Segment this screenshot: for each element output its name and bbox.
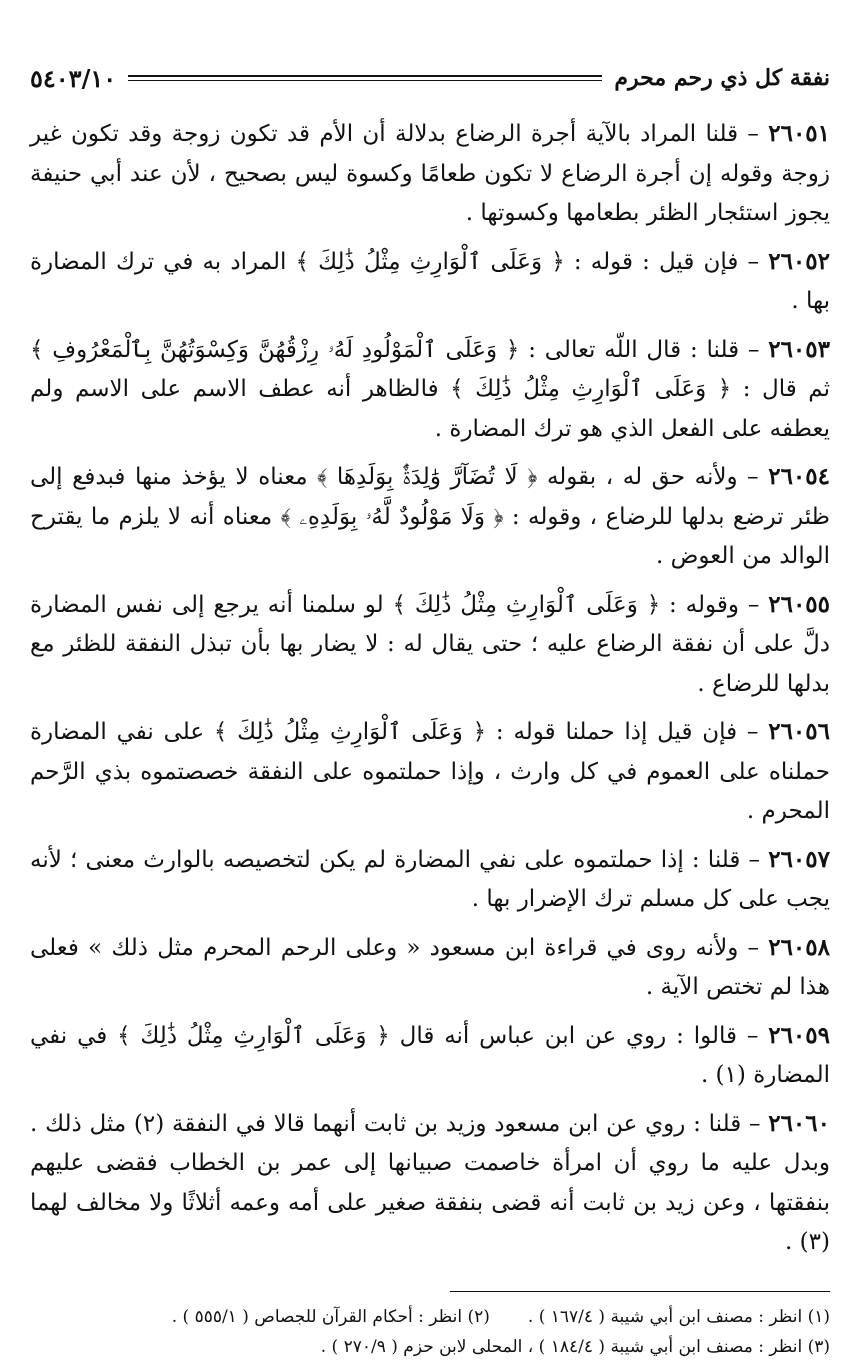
paragraph-text: وقوله : ﴿ وَعَلَى ٱلْوَارِثِ مِثْلُ ذَٰلِكَ ﴾ لو سلمنا أنه يرجع إلى نفس المضارة دلَّ على أن نفقة الرضاع عليه ؛ حتى يقال له : لا يضار بها بأن تبذل النفقة للظئر مع بدلها للرضاع . <box>30 591 830 697</box>
paragraph-text: قلنا : قال اللّه تعالى : ﴿ وَعَلَى ٱلْمَوْلُودِ لَهُۥ رِزْقُهُنَّ وَكِسْوَتُهُنَّ بِٱلْمَعْرُوفِ ﴾ ثم قال : ﴿ وَعَلَى ٱلْوَارِثِ مِثْلُ ذَٰلِكَ ﴾ فالظاهر أنه عطف الاسم على الاسم ولم يعطفه على الفعل الذي هو ترك المضارة . <box>30 336 830 442</box>
paragraph: ٢٦٠٥٤ – ولأنه حق له ، بقوله ﴿ لَا تُضَآرَّ وَٰلِدَةٌۢ بِوَلَدِهَا ﴾ معناه لا يؤخذ منها فبدفع إلى ظئر ترضع بدلها للرضاع ، وقوله : ﴿ وَلَا مَوْلُودٌ لَّهُۥ بِوَلَدِهِۦ ﴾ معناه أنه لا يلزم ما يقترح الوالد من العوض . <box>30 463 830 569</box>
paragraph-text: قلنا : روي عن ابن مسعود وزيد بن ثابت أنهما قالا في النفقة (٢) مثل ذلك . وبدل عليه ما روي أن امرأة خاصمت صبيانها إلى عمر بن الخطاب فقضى عليهم بنفقتها ، وعن زيد بن ثابت أنه قضى بنفقة صغير على أمه وعمه أثلاثًا ولا مخالف لهما (٣) . <box>30 1110 830 1255</box>
paragraph: ٢٦٠٥٦ – فإن قيل إذا حملنا قوله : ﴿ وَعَلَى ٱلْوَارِثِ مِثْلُ ذَٰلِكَ ﴾ على نفي المضارة حملناه على العموم في كل وارث ، وإذا حملتموه على النفقة خصصتموه بذي الرَّحم المحرم . <box>30 718 830 824</box>
paragraph-number: ٢٦٠٥٨ <box>768 933 830 961</box>
paragraph-number: ٢٦٠٥١ <box>768 120 831 147</box>
paragraph-number: ٢٦٠٥٤ <box>768 463 830 490</box>
paragraph: ٢٦٠٥٩ – قالوا : روي عن ابن عباس أنه قال ﴿ وَعَلَى ٱلْوَارِثِ مِثْلُ ذَٰلِكَ ﴾ في نفي المضارة (١) . <box>30 1021 830 1088</box>
chapter-title: نفقة كل ذي رحم محرم <box>614 65 830 91</box>
page-body <box>30 114 830 1263</box>
footnotes <box>30 1302 830 1362</box>
paragraph: ٢٦٠٥٧ – قلنا : إذا حملتموه على نفي المضارة لم يكن لتخصيصه بالوارث معنى ؛ لأنه يجب على كل مسلم ترك الإضرار بها . <box>30 845 830 912</box>
paragraph-number: ٢٦٠٥٧ <box>768 845 830 873</box>
paragraph-number: ٢٦٠٥٥ <box>768 590 831 618</box>
paragraph-number: ٢٦٠٦٠ <box>768 1109 830 1137</box>
paragraph: ٢٦٠٥٣ – قلنا : قال اللّه تعالى : ﴿ وَعَلَى ٱلْمَوْلُودِ لَهُۥ رِزْقُهُنَّ وَكِسْوَتُهُنَّ بِٱلْمَعْرُوفِ ﴾ ثم قال : ﴿ وَعَلَى ٱلْوَارِثِ مِثْلُ ذَٰلِكَ ﴾ فالظاهر أنه عطف الاسم على الاسم ولم يعطفه على الفعل الذي هو ترك المضارة . <box>30 335 830 442</box>
paragraph-number: ٢٦٠٥٦ <box>768 718 830 745</box>
footnote-line <box>30 1302 830 1332</box>
book-page <box>30 58 830 1362</box>
paragraph-number: ٢٦٠٥٣ <box>768 335 830 363</box>
paragraph: ٢٦٠٦٠ – قلنا : روي عن ابن مسعود وزيد بن ثابت أنهما قالا في النفقة (٢) مثل ذلك . وبدل عليه ما روي أن امرأة خاصمت صبيانها إلى عمر بن الخطاب فقضى عليهم بنفقتها ، وعن زيد بن ثابت أنه قضى بنفقة صغير على أمه وعمه أثلاثًا ولا مخالف لهما (٣) . <box>30 1109 830 1255</box>
paragraph-text: قلنا المراد بالآية أجرة الرضاع بدلالة أن الأم قد تكون زوجة وقد تكون غير زوجة وقوله إن أجرة الرضاع لا تكون طعامًا وكسوة ليس بصحيح ، لأن عند أبي حنيفة يجوز استئجار الظئر بطعامها وكسوتها . <box>30 121 830 226</box>
paragraph: ٢٦٠٥٥ – وقوله : ﴿ وَعَلَى ٱلْوَارِثِ مِثْلُ ذَٰلِكَ ﴾ لو سلمنا أنه يرجع إلى نفس المضارة دلَّ على أن نفقة الرضاع عليه ؛ حتى يقال له : لا يضار بها بأن تبذل النفقة للظئر مع بدلها للرضاع . <box>30 590 831 697</box>
paragraph: ٢٦٠٥٨ – ولأنه روى في قراءة ابن مسعود « وعلى الرحم المحرم مثل ذلك » فعلى هذا لم تختص الآية . <box>30 933 830 1000</box>
paragraph: ٢٦٠٥١ – قلنا المراد بالآية أجرة الرضاع بدلالة أن الأم قد تكون زوجة وقد تكون غير زوجة وقوله إن أجرة الرضاع لا تكون طعامًا وكسوة ليس بصحيح ، لأن عند أبي حنيفة يجوز استئجار الظئر بطعامها وكسوتها . <box>30 120 831 226</box>
page-number: ٥٤٠٣/١٠ <box>30 63 117 93</box>
footnote-1: (١) انظر : مصنف ابن أبي شيبة ( ١٦٧/٤ ) . <box>527 1306 830 1327</box>
footnote-line <box>30 1332 830 1362</box>
paragraph-text: قالوا : روي عن ابن عباس أنه قال ﴿ وَعَلَى ٱلْوَارِثِ مِثْلُ ذَٰلِكَ ﴾ في نفي المضارة (١) . <box>30 1022 830 1088</box>
paragraph-number: ٢٦٠٥٩ <box>768 1021 830 1049</box>
running-header <box>30 58 830 98</box>
paragraph-text: ولأنه حق له ، بقوله ﴿ لَا تُضَآرَّ وَٰلِدَةٌۢ بِوَلَدِهَا ﴾ معناه لا يؤخذ منها فبدفع إلى ظئر ترضع بدلها للرضاع ، وقوله : ﴿ وَلَا مَوْلُودٌ لَّهُۥ بِوَلَدِهِۦ ﴾ معناه أنه لا يلزم ما يقترح الوالد من العوض . <box>30 464 830 569</box>
header-rule <box>128 75 602 81</box>
footnote-3: (٣) انظر : مصنف ابن أبي شيبة ( ١٨٤/٤ ) ، المحلى لابن حزم ( ٢٧٠/٩ ) . <box>320 1336 830 1357</box>
paragraph-text: فإن قيل : قوله : ﴿ وَعَلَى ٱلْوَارِثِ مِثْلُ ذَٰلِكَ ﴾ المراد به في ترك المضارة بها . <box>30 248 830 314</box>
paragraph-text: ولأنه روى في قراءة ابن مسعود « وعلى الرحم المحرم مثل ذلك » فعلى هذا لم تختص الآية . <box>30 934 830 1000</box>
paragraph-text: قلنا : إذا حملتموه على نفي المضارة لم يكن لتخصيصه بالوارث معنى ؛ لأنه يجب على كل مسلم ترك الإضرار بها . <box>30 846 830 912</box>
footnote-2: (٢) انظر : أحكام القرآن للجصاص ( ٥٥٥/١ ) . <box>171 1306 490 1327</box>
paragraph-text: فإن قيل إذا حملنا قوله : ﴿ وَعَلَى ٱلْوَارِثِ مِثْلُ ذَٰلِكَ ﴾ على نفي المضارة حملناه على العموم في كل وارث ، وإذا حملتموه على النفقة خصصتموه بذي الرَّحم المحرم . <box>30 719 830 824</box>
paragraph-number: ٢٦٠٥٢ <box>768 247 830 275</box>
footnote-divider <box>450 1291 830 1292</box>
paragraph: ٢٦٠٥٢ – فإن قيل : قوله : ﴿ وَعَلَى ٱلْوَارِثِ مِثْلُ ذَٰلِكَ ﴾ المراد به في ترك المضارة بها . <box>30 247 830 314</box>
